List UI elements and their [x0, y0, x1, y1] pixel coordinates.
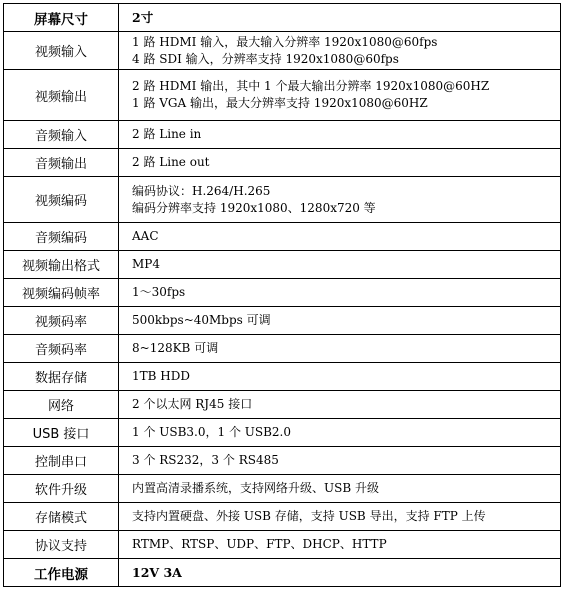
spec-row [4, 251, 561, 279]
spec-label: 视频编码 [4, 177, 119, 223]
spec-value-line: 编码协议：H.264/H.265 [132, 183, 271, 198]
spec-label: 协议支持 [4, 531, 119, 559]
spec-row [4, 335, 561, 363]
spec-row [4, 307, 561, 335]
spec-row [4, 363, 561, 391]
spec-value-line: 2 路 Line out [132, 155, 210, 169]
spec-value-line: 1TB HDD [132, 369, 190, 383]
spec-row [4, 475, 561, 503]
spec-value [119, 391, 561, 419]
spec-value [119, 531, 561, 559]
spec-table [3, 3, 561, 587]
spec-label: 屏幕尺寸 [4, 4, 119, 32]
spec-row [4, 447, 561, 475]
spec-value-line: MP4 [132, 257, 160, 271]
spec-value-line: 2寸 [132, 10, 154, 25]
spec-value [119, 559, 561, 587]
spec-row [4, 223, 561, 251]
spec-row [4, 32, 561, 70]
spec-value [119, 32, 561, 70]
spec-label: 音频码率 [4, 335, 119, 363]
spec-value-line: 内置高清录播系统，支持网络升级、USB 升级 [132, 481, 379, 495]
spec-value [119, 279, 561, 307]
spec-row [4, 149, 561, 177]
spec-value-line: 500kbps~40Mbps 可调 [132, 313, 271, 327]
spec-value-line: 1 路 HDMI 输入，最大输入分辨率 1920x1080@60fps [132, 34, 438, 49]
spec-label: 数据存储 [4, 363, 119, 391]
spec-row [4, 419, 561, 447]
spec-label: 网络 [4, 391, 119, 419]
spec-value [119, 251, 561, 279]
spec-row [4, 391, 561, 419]
spec-label: 音频输出 [4, 149, 119, 177]
spec-label: 音频编码 [4, 223, 119, 251]
spec-value [119, 419, 561, 447]
spec-value-line: 1 个 USB3.0，1 个 USB2.0 [132, 425, 292, 439]
spec-value-line: 3 个 RS232，3 个 RS485 [132, 453, 279, 467]
spec-row [4, 559, 561, 587]
spec-label: 视频编码帧率 [4, 279, 119, 307]
spec-value [119, 447, 561, 475]
spec-label: 控制串口 [4, 447, 119, 475]
spec-row [4, 121, 561, 149]
spec-label: 软件升级 [4, 475, 119, 503]
spec-value-line: 4 路 SDI 输入，分辨率支持 1920x1080@60fps [132, 51, 399, 66]
spec-value-line: 2 个以太网 RJ45 接口 [132, 397, 253, 411]
spec-value-line: 2 路 HDMI 输出，其中 1 个最大输出分辨率 1920x1080@60HZ [132, 79, 490, 93]
spec-value [119, 475, 561, 503]
spec-row [4, 531, 561, 559]
spec-value-line: 2 路 Line in [132, 127, 202, 141]
spec-value [119, 70, 561, 121]
spec-row [4, 503, 561, 531]
spec-value [119, 363, 561, 391]
spec-value [119, 177, 561, 223]
spec-value-line: 编码分辨率支持 1920x1080、1280x720 等 [132, 200, 376, 215]
spec-value-line: 支持内置硬盘、外接 USB 存储，支持 USB 导出，支持 FTP 上传 [132, 509, 486, 523]
spec-value [119, 121, 561, 149]
spec-value-line: 8~128KB 可调 [132, 341, 219, 355]
spec-label: USB 接口 [4, 419, 119, 447]
spec-value [119, 223, 561, 251]
spec-value [119, 335, 561, 363]
spec-value-line: RTMP、RTSP、UDP、FTP、DHCP、HTTP [132, 537, 387, 551]
spec-value-line: AAC [132, 229, 159, 243]
spec-value [119, 149, 561, 177]
spec-row [4, 70, 561, 121]
spec-label: 视频码率 [4, 307, 119, 335]
spec-label: 视频输出 [4, 70, 119, 121]
spec-label: 视频输入 [4, 32, 119, 70]
spec-row [4, 177, 561, 223]
spec-value [119, 4, 561, 32]
spec-value [119, 307, 561, 335]
spec-value-line: 1 路 VGA 输出，最大分辨率支持 1920x1080@60HZ [132, 96, 428, 110]
spec-table-body [4, 4, 561, 587]
spec-value-line: 1～30fps [132, 285, 186, 299]
spec-row [4, 4, 561, 32]
spec-label: 音频输入 [4, 121, 119, 149]
spec-value [119, 503, 561, 531]
spec-label: 存储模式 [4, 503, 119, 531]
spec-label: 工作电源 [4, 559, 119, 587]
spec-label: 视频输出格式 [4, 251, 119, 279]
spec-value-line: 12V 3A [132, 565, 182, 580]
spec-row [4, 279, 561, 307]
